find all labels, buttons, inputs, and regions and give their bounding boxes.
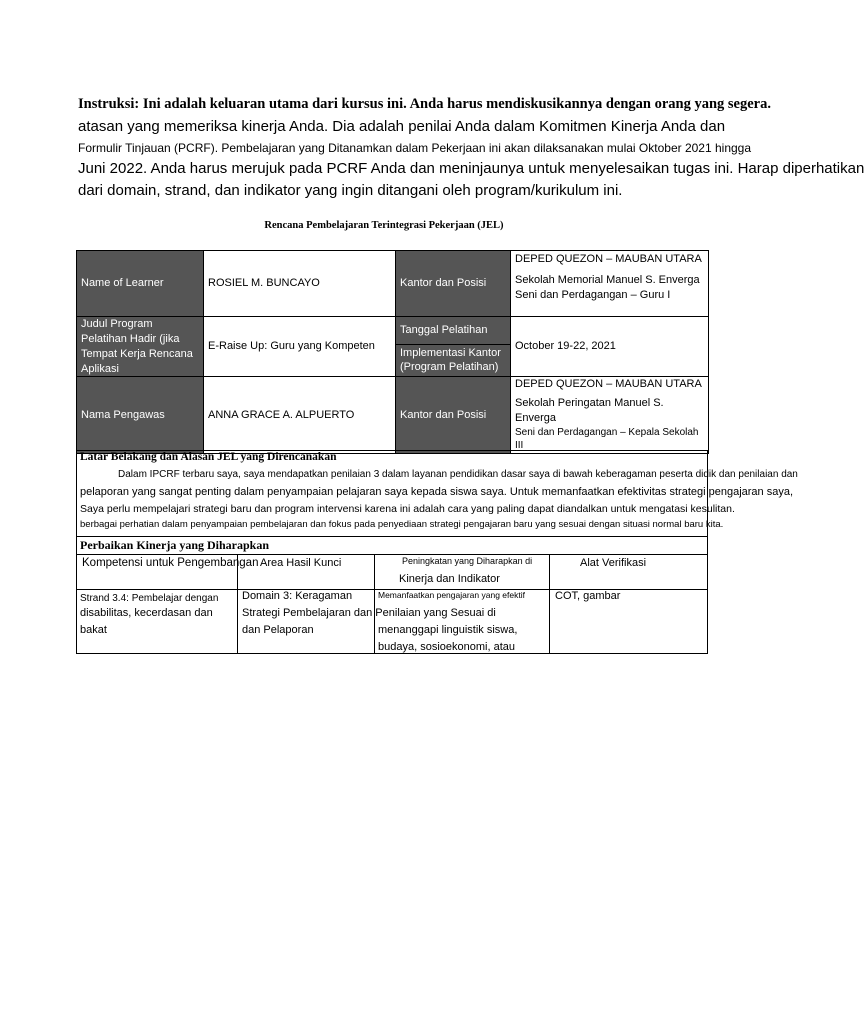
background-paragraph-line-2: pelaporan yang sangat penting dalam penyampaian pelajaran saya kepada siswa saya. Untuk memanfaatkan efektivitas strategi pengajaran saya,: [80, 486, 794, 498]
training-date-label: Tanggal Pelatihan: [396, 317, 511, 345]
instruction-line-4: Juni 2022. Anda harus merujuk pada PCRF Anda dan meninjaunya untuk menyelesaikan tugas ini. Harap diperhatikan: [78, 160, 864, 177]
header-competency: Kompetensi untuk Pengembangan: [82, 557, 259, 569]
supervisor-office-label: Kantor dan Posisi: [396, 377, 511, 454]
competency-line-1: Strand 3.4: Pembelajar dengan: [80, 593, 219, 604]
office-line-1: DEPED QUEZON – MAUBAN UTARA: [515, 253, 702, 265]
column-divider: [374, 554, 375, 654]
header-improvement-a: Peningkatan yang Diharapkan di: [402, 556, 533, 566]
learner-info-table: [76, 250, 709, 454]
header-improvement-b: Kinerja dan Indikator: [399, 573, 500, 585]
table-row: [77, 317, 709, 345]
kra-line-1: Domain 3: Keragaman: [242, 590, 353, 602]
office-position-label: Kantor dan Posisi: [396, 251, 511, 317]
training-program-label: Judul Program Pelatihan Hadir (jika Tempat Kerja Rencana Aplikasi: [77, 317, 204, 377]
supervisor-name-label: Nama Pengawas: [77, 377, 204, 454]
instruction-line-2: atasan yang memeriksa kinerja Anda. Dia adalah penilai Anda dalam Komitmen Kinerja Anda dan: [78, 118, 726, 135]
column-divider: [549, 554, 550, 654]
training-program-value: E-Raise Up: Guru yang Kompeten: [204, 317, 396, 377]
jel-title: Rencana Pembelajaran Terintegrasi Pekerjaan (JEL): [264, 220, 504, 231]
competency-line-3: bakat: [80, 624, 107, 636]
divider: [76, 554, 708, 555]
supervisor-name-value: ANNA GRACE A. ALPUERTO: [204, 377, 396, 454]
office-implementation-label: Implementasi Kantor (Program Pelatihan): [396, 345, 511, 377]
kra-line-3: dan Pelaporan: [242, 624, 314, 636]
improvement-line-1: Memanfaatkan pengajaran yang efektif: [378, 590, 525, 600]
instruction-line-3: Formulir Tinjauan (PCRF). Pembelajaran yang Ditanamkan dalam Pekerjaan ini akan dilaksanakan mulai Oktober 2021 hingga: [78, 141, 752, 155]
performance-title: Perbaikan Kinerja yang Diharapkan: [80, 538, 270, 552]
background-paragraph-line-1: Dalam IPCRF terbaru saya, saya mendapatkan penilaian 3 dalam layanan pendidikan dasar saya di bawah keberagaman peserta didik dan penilaian dan: [118, 469, 798, 480]
office-line-2: Sekolah Memorial Manuel S. Enverga: [515, 273, 700, 286]
header-key-result-area: Area Hasil Kunci: [260, 557, 342, 569]
verification-value: COT, gambar: [555, 590, 621, 602]
table-row: [77, 251, 709, 317]
background-title: Latar Belakang dan Alasan JEL yang Direncanakan: [80, 451, 337, 463]
learner-name-label: Name of Learner: [77, 251, 204, 317]
divider: [76, 536, 708, 537]
instruction-line-1: Instruksi: Ini adalah keluaran utama dari kursus ini. Anda harus mendiskusikannya dengan orang yang segera.: [78, 96, 771, 112]
learner-name-value: ROSIEL M. BUNCAYO: [204, 251, 396, 317]
supervisor-office-cell: [511, 377, 709, 454]
column-divider: [237, 554, 238, 654]
office-line-1: DEPED QUEZON – MAUBAN UTARA: [515, 378, 702, 391]
improvement-line-3: menanggapi linguistik siswa,: [378, 624, 518, 636]
office-line-3: Seni dan Perdagangan – Guru I: [515, 288, 671, 301]
office-line-3: Seni dan Perdagangan – Kepala Sekolah III: [515, 426, 699, 452]
kra-line-2: Strategi Pembelajaran dan Penilaian yang Sesuai di: [242, 607, 496, 619]
header-verification: Alat Verifikasi: [580, 557, 647, 569]
training-date-value: October 19-22, 2021: [511, 317, 709, 377]
competency-line-2: disabilitas, kecerdasan dan: [80, 607, 213, 619]
table-row: [77, 377, 709, 454]
office-line-2: Sekolah Peringatan Manuel S. Enverga: [515, 397, 664, 425]
improvement-line-4: budaya, sosioekonomi, atau: [378, 641, 515, 653]
instruction-line-5: dari domain, strand, dan indikator yang ingin ditangani oleh program/kurikulum ini.: [78, 182, 623, 199]
background-paragraph-line-3: Saya perlu mempelajari strategi baru dan program intervensi karena ini adalah cara yang paling dapat diandalkan untuk mengatasi kesulitan.: [80, 503, 735, 515]
background-paragraph-line-4: berbagai perhatian dalam penyampaian pembelajaran dan fokus pada penyediaan strategi pengajaran baru yang sesuai dengan situasi normal baru kita.: [80, 519, 724, 530]
learner-office-cell: [511, 251, 709, 317]
